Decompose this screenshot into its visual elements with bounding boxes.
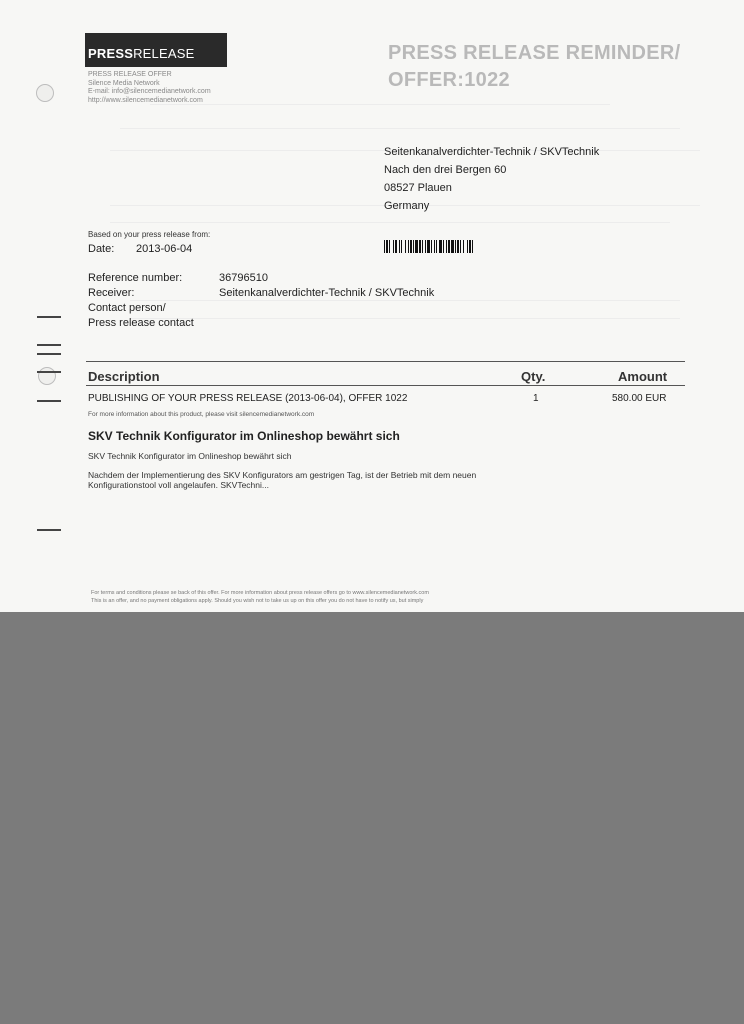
barcode-bar xyxy=(434,240,435,253)
margin-mark xyxy=(37,371,61,373)
margin-mark xyxy=(37,353,61,355)
receiver-label: Receiver: xyxy=(88,287,135,299)
barcode-bar xyxy=(448,240,450,253)
release-teaser: Nachdem der Implementierung des SKV Konfigurators am gestrigen Tag, ist der Betrieb mit dem neuen Konfigurationstool voll angelaufen. SKVTechni... xyxy=(88,470,477,490)
barcode-bar xyxy=(422,240,423,253)
barcode-bar xyxy=(436,240,437,253)
punch-hole xyxy=(38,367,56,385)
terms-line-1: For terms and conditions please se back of this offer. For more information about press release offers go to www.silencemedianetwork.com xyxy=(91,590,429,596)
margin-mark xyxy=(37,400,61,402)
barcode-bar xyxy=(446,240,447,253)
bleed-through-line xyxy=(150,104,610,105)
barcode-bar xyxy=(401,240,402,253)
description-header: Description xyxy=(88,369,160,384)
date-row xyxy=(88,243,192,255)
barcode-bar xyxy=(455,240,456,253)
more-info-note: For more information about this product, please visit silencemedianetwork.com xyxy=(88,411,315,418)
barcode-bar xyxy=(384,240,385,253)
table-header-rule xyxy=(86,385,685,386)
barcode-bar xyxy=(405,240,406,253)
table-top-rule xyxy=(86,361,685,362)
margin-mark xyxy=(37,316,61,318)
margin-mark xyxy=(37,344,61,346)
amount-header: Amount xyxy=(618,369,668,384)
barcode-bar xyxy=(460,240,461,253)
barcode-bar xyxy=(386,240,388,253)
logo-text-bold: PRESS xyxy=(88,46,134,61)
barcode xyxy=(384,240,562,253)
bleed-through-line xyxy=(130,318,680,319)
date-value: 2013-06-04 xyxy=(136,243,193,255)
address-city: 08527 Plauen xyxy=(384,182,452,194)
barcode-bar xyxy=(413,240,414,253)
line-item-qty: 1 xyxy=(533,393,539,404)
release-headline: SKV Technik Konfigurator im Onlineshop bewährt sich xyxy=(88,429,400,443)
barcode-bar xyxy=(408,240,409,253)
reference-label: Reference number: xyxy=(88,272,183,284)
barcode-bar xyxy=(431,240,432,253)
barcode-bar xyxy=(451,240,454,253)
address-country: Germany xyxy=(384,200,430,212)
barcode-bar xyxy=(472,240,473,253)
sender-email: E-mail: info@silencemedianetwork.com xyxy=(88,88,211,95)
barcode-bar xyxy=(415,240,418,253)
date-label: Date: xyxy=(88,243,115,255)
barcode-bar xyxy=(399,240,400,253)
press-release-contact-label: Press release contact xyxy=(88,317,194,329)
barcode-bar xyxy=(469,240,471,253)
sender-line: PRESS RELEASE OFFER xyxy=(88,71,172,78)
barcode-bar xyxy=(443,240,444,253)
based-on-label: Based on your press release from: xyxy=(88,230,211,239)
receiver-value: Seitenkanalverdichter-Technik / SKVTechnik xyxy=(219,287,435,299)
barcode-bar xyxy=(463,240,464,253)
qty-header: Qty. xyxy=(521,369,546,384)
recipient-address xyxy=(384,143,599,215)
barcode-bar xyxy=(419,240,421,253)
barcode-bar xyxy=(393,240,394,253)
document-title-line1: PRESS RELEASE REMINDER/ xyxy=(388,42,681,64)
barcode-bar xyxy=(425,240,426,253)
terms-line-2: This is an offer, and no payment obligations apply. Should you wish not to take us up on this offer you do not have to notify us, but simply xyxy=(91,598,424,604)
address-street: Nach den drei Bergen 60 xyxy=(384,164,507,176)
barcode-bar xyxy=(389,240,390,253)
reference-value: 36796510 xyxy=(219,272,268,284)
line-item-description: PUBLISHING OF YOUR PRESS RELEASE (2013-06-04), OFFER 1022 xyxy=(88,393,408,404)
contact-label: Contact person/ xyxy=(88,302,166,314)
terms-footer xyxy=(91,589,521,605)
document-title xyxy=(388,40,681,94)
sender-company: Silence Media Network xyxy=(88,79,160,87)
barcode-bar xyxy=(410,240,412,253)
line-item-amount: 580.00 EUR xyxy=(612,393,667,404)
sender-info xyxy=(88,71,211,105)
address-company: Seitenkanalverdichter-Technik / SKVTechnik xyxy=(384,146,600,158)
barcode-bar xyxy=(467,240,468,253)
bleed-through-line xyxy=(120,128,680,129)
logo-text-normal: RELEASE xyxy=(133,46,195,61)
barcode-bar xyxy=(439,240,442,253)
barcode-bar xyxy=(427,240,430,253)
barcode-bar xyxy=(457,240,459,253)
sender-website: http://www.silencemedianetwork.com xyxy=(88,96,203,104)
margin-mark xyxy=(37,529,61,531)
punch-hole xyxy=(36,84,54,102)
barcode-bar xyxy=(395,240,397,253)
release-subheadline: SKV Technik Konfigurator im Onlineshop bewährt sich xyxy=(88,451,292,461)
document-title-line2: OFFER:1022 xyxy=(388,69,510,91)
press-release-logo xyxy=(85,33,227,67)
bleed-through-line xyxy=(110,222,670,223)
